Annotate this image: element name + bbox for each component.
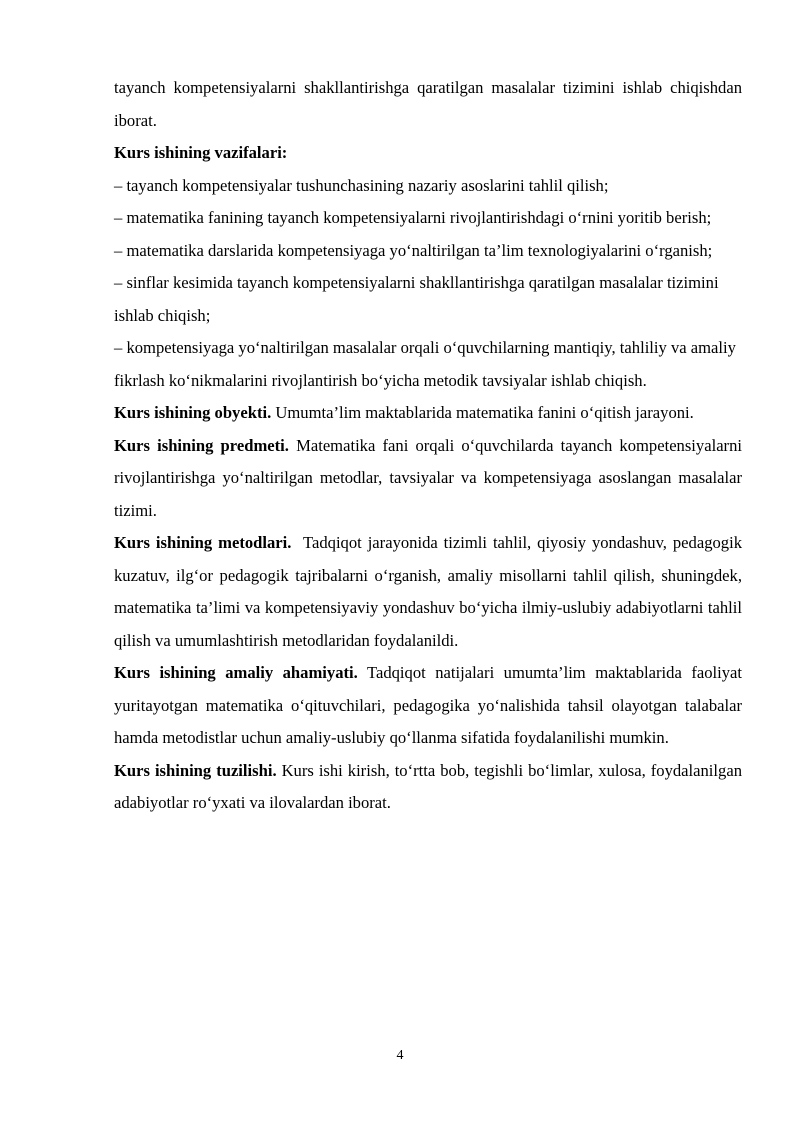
tasks-heading: Kurs ishining vazifalari: (114, 143, 288, 162)
object-label: Kurs ishining obyekti. (114, 403, 272, 422)
methods-text: Tadqiqot jarayonida tizimli tahlil, qiyosiy yondashuv, pedagogik kuzatuv, ilg‘or pedagogik tajribalarni o‘rganish, amaliy misollarni tahlil qilish, shuningdek, matematika ta’limi va kompetensiyaviy yondashuv bo‘yicha ilmiy-uslubiy adabiyotlarni tahlil qilish va umumlashtirish metodlaridan foydalanildi. (114, 533, 747, 650)
subject-paragraph (114, 430, 742, 528)
task-item: – kompetensiyaga yo‘naltirilgan masalalar orqali o‘quvchilarning mantiqiy, tahliliy va amaliy fikrlash ko‘nikmalarini rivojlantirish bo‘yicha metodik tavsiyalar ishlab chiqish. (114, 338, 736, 390)
page-number: 4 (396, 1048, 404, 1063)
object-text: Umumta’lim maktablarida matematika fanini o‘qitish jarayoni. (271, 403, 694, 422)
structure-paragraph (114, 755, 742, 820)
significance-text: Tadqiqot natijalari umumta’lim maktablarida faoliyat yuritayotgan matematika o‘qituvchilari, pedagogika yo‘nalishida tahsil olayotgan talabalar hamda metodistlar uchun amaliy-uslubiy qo‘llanma sifatida foydalanilishi mumkin. (114, 663, 742, 747)
task-item: – matematika fanining tayanch kompetensiyalarni rivojlantirishdagi o‘rnini yoritib berish; (114, 208, 712, 227)
object-paragraph (114, 397, 742, 430)
methods-label: Kurs ishining metodlari. (114, 533, 292, 552)
significance-label: Kurs ishining amaliy ahamiyati. (114, 663, 358, 682)
structure-text: Kurs ishi kirish, to‘rtta bob, tegishli bo‘limlar, xulosa, foydalanilgan adabiyotlar ro‘yxati va ilovalardan iborat. (114, 760, 742, 812)
structure-label: Kurs ishining tuzilishi. (114, 760, 277, 780)
task-item: – tayanch kompetensiyalar tushunchasining nazariy asoslarini tahlil qilish; (114, 175, 609, 195)
document-page (114, 72, 747, 820)
task-item: – matematika darslarida kompetensiyaga yo‘naltirilgan ta’lim texnologiyalarini o‘rganish; (114, 240, 713, 260)
intro-paragraph: tayanch kompetensiyalarni shakllantirishga qaratilgan masalalar tizimini ishlab chiqishdan iborat. (114, 78, 742, 130)
subject-label: Kurs ishining predmeti. (114, 435, 289, 455)
methods-paragraph (114, 527, 747, 657)
task-item: – sinflar kesimida tayanch kompetensiyalarni shakllantirishga qaratilgan masalalar tizimini ishlab chiqish; (114, 273, 719, 325)
significance-paragraph (114, 657, 742, 755)
subject-text: Matematika fani orqali o‘quvchilarda tayanch kompetensiyalarni rivojlantirishga yo‘naltirilgan metodlar, tavsiyalar va kompetensiyaga asoslangan masalalar tizimi. (114, 435, 742, 520)
